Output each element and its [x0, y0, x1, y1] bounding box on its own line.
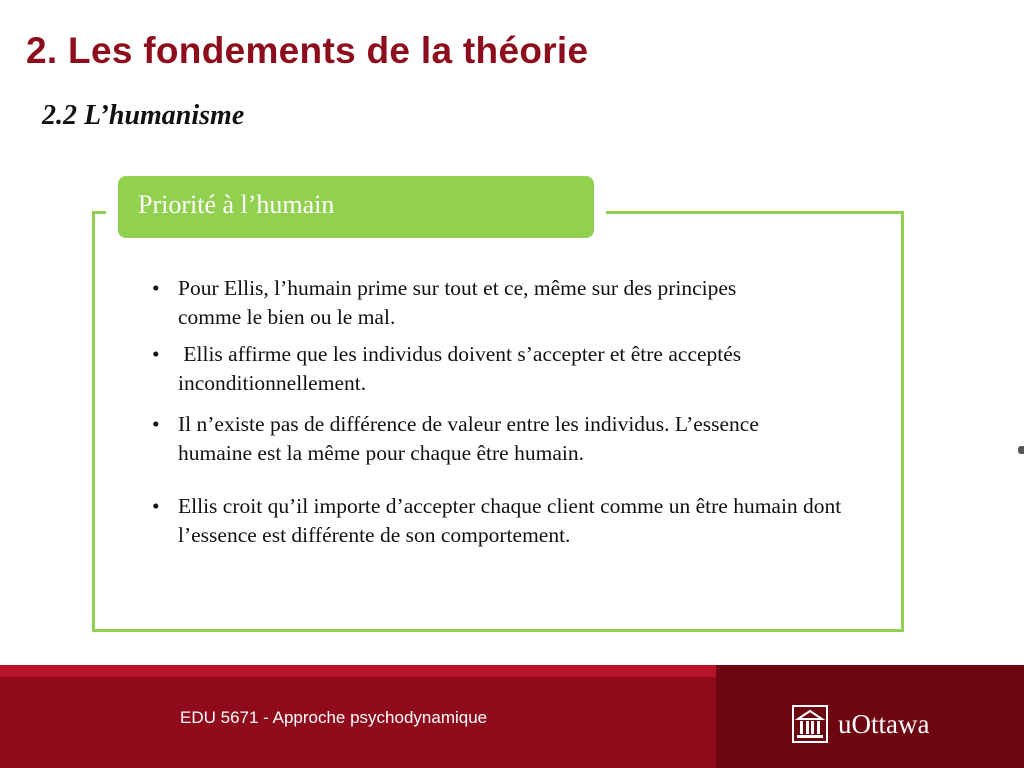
bullet-list [150, 274, 850, 550]
frame-header [118, 176, 594, 238]
bullet-icon: • [152, 342, 160, 366]
edge-mark [1018, 446, 1024, 454]
list-item-text: Ellis affirme que les individus doivent s’accepter et être acceptés inconditionnellement. [178, 342, 747, 395]
bullet-icon: • [152, 494, 160, 518]
list-item [150, 410, 850, 468]
slide-subtitle: 2.2 L’humanisme [42, 100, 245, 131]
list-item [150, 340, 850, 398]
university-building-icon [792, 705, 828, 743]
list-item [150, 492, 850, 550]
bullet-icon: • [152, 276, 160, 300]
frame-header-label: Priorité à l’humain [138, 190, 335, 219]
slide-title: 2. Les fondements de la théorie [26, 30, 589, 71]
list-item-text: Ellis croit qu’il importe d’accepter chaque client comme un être humain dont l’essence est différente de son comportement. [178, 494, 847, 547]
list-item-text: Pour Ellis, l’humain prime sur tout et ce, même sur des principes comme le bien ou le mal. [178, 276, 742, 329]
logo-text: uOttawa [838, 708, 930, 739]
uottawa-logo [792, 705, 929, 743]
list-item [150, 274, 850, 332]
footer-course-label: EDU 5671 - Approche psychodynamique [180, 708, 488, 727]
bullet-icon: • [152, 412, 160, 436]
list-item-text: Il n’existe pas de différence de valeur entre les individus. L’essence humaine est la même pour chaque être humain. [178, 412, 770, 465]
